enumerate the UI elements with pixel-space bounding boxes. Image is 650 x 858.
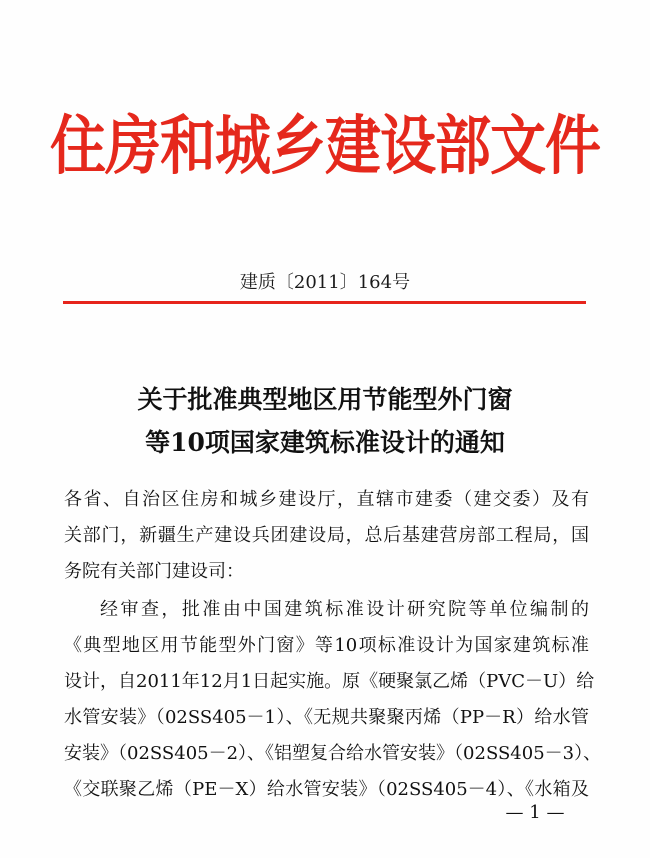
document-number: 建质〔2011〕164号 xyxy=(239,272,411,293)
issuer-title: 住房和城乡建设部文件 xyxy=(50,108,600,184)
salutation-line: 关部门，新疆生产建设兵团建设局，总后基建营房部工程局，国 xyxy=(64,525,589,546)
page-number: — 1 — xyxy=(505,802,565,823)
paragraph-line: 设计，自2011年12月1日起实施。原《硬聚氯乙烯（PVC－U）给 xyxy=(64,671,595,692)
salutation xyxy=(64,482,589,590)
body-paragraph xyxy=(64,592,602,808)
paragraph-line: 经审查，批准由中国建筑标准设计研究院等单位编制的 xyxy=(100,599,589,620)
notice-title-line-1: 关于批准典型地区用节能型外门窗 xyxy=(137,385,513,414)
paragraph-line: 水管安装》（02SS405－1）、《无规共聚聚丙烯（PP－R）给水管 xyxy=(64,707,589,728)
red-divider-line xyxy=(63,301,586,304)
paragraph-line: 《交联聚乙烯（PE－X）给水管安装》（02SS405－4）、《水箱及 xyxy=(64,779,589,800)
notice-title-line-2: 等10项国家建筑标准设计的通知 xyxy=(145,428,505,457)
salutation-line: 务院有关部门建设司： xyxy=(64,561,244,582)
paragraph-line: 安装》（02SS405－2）、《铝塑复合给水管安装》（02SS405－3）、 xyxy=(64,743,602,764)
salutation-line: 各省、自治区住房和城乡建设厅，直辖市建委（建交委）及有 xyxy=(64,489,589,510)
paragraph-line: 《典型地区用节能型外门窗》等10项标准设计为国家建筑标准 xyxy=(64,635,589,656)
